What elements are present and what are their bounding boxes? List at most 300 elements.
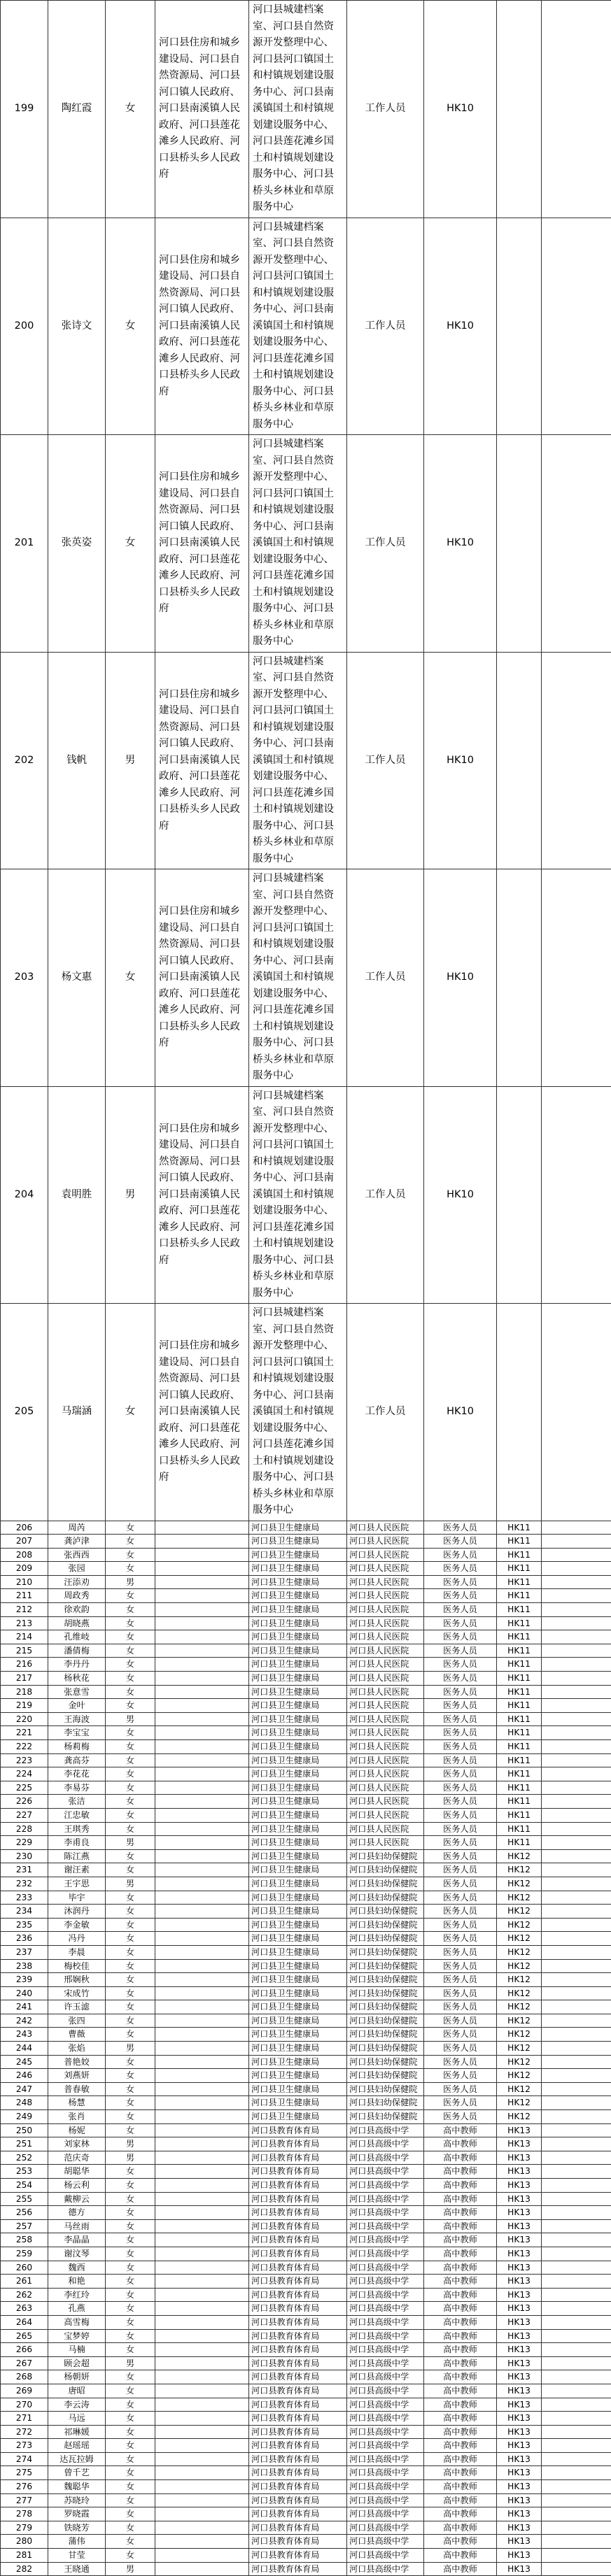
row-number: 266	[1, 2343, 48, 2357]
blank-cell	[542, 1973, 611, 1987]
table-row	[1, 2192, 611, 2206]
blank-cell	[542, 2398, 611, 2412]
blank-cell	[155, 2233, 249, 2247]
position-title: 医务人员	[424, 1630, 497, 1644]
hiring-unit: 河口县教育体育局	[249, 2466, 347, 2480]
position-title: 高中教师	[424, 2123, 497, 2137]
hiring-unit: 河口县教育体育局	[249, 2425, 347, 2439]
position-title: 高中教师	[424, 2165, 497, 2179]
position-title: 高中教师	[424, 2343, 497, 2357]
position-title: 高中教师	[424, 2452, 497, 2466]
blank-cell	[542, 1740, 611, 1754]
hiring-post: 河口县妇幼保健院	[347, 1959, 424, 1973]
position-code: HK11	[497, 1767, 542, 1781]
row-number: 210	[1, 1575, 48, 1589]
candidate-gender: 女	[106, 1, 155, 218]
candidate-gender: 女	[106, 1589, 155, 1603]
hiring-unit: 河口县教育体育局	[249, 2439, 347, 2453]
candidate-name: 刘燕妍	[48, 2069, 106, 2083]
blank-cell	[542, 1603, 611, 1617]
blank-cell	[542, 1808, 611, 1822]
row-number: 228	[1, 1822, 48, 1836]
blank-cell	[542, 435, 611, 653]
hiring-units: 河口县住房和城乡建设局、河口县自然资源局、河口县河口镇人民政府、河口县南溪镇人民政府、河口县莲花滩乡人民政府、河口县桥头乡人民政府	[155, 1304, 249, 1521]
table-row	[1, 1781, 611, 1795]
hiring-unit: 河口县教育体育局	[249, 2206, 347, 2220]
blank-cell	[542, 2452, 611, 2466]
position-title: 医务人员	[424, 1781, 497, 1795]
row-number: 236	[1, 1932, 48, 1946]
table-row	[1, 2233, 611, 2247]
candidate-gender: 男	[106, 2356, 155, 2370]
row-number: 240	[1, 1986, 48, 2000]
blank-cell	[155, 1699, 249, 1713]
table-row	[1, 2549, 611, 2563]
candidate-name: 蒲伟	[48, 2535, 106, 2549]
row-number: 232	[1, 1877, 48, 1891]
row-number: 244	[1, 2042, 48, 2056]
blank-cell	[155, 1740, 249, 1754]
blank-cell	[155, 1986, 249, 2000]
position-title: 高中教师	[424, 2302, 497, 2316]
candidate-name: 李云涛	[48, 2398, 106, 2412]
candidate-name: 沐润丹	[48, 1905, 106, 1919]
blank-cell	[542, 869, 611, 1087]
blank-cell	[155, 2370, 249, 2384]
row-number: 234	[1, 1905, 48, 1919]
candidate-name: 梅校佳	[48, 1959, 106, 1973]
row-number: 275	[1, 2466, 48, 2480]
hiring-post: 河口县高级中学	[347, 2343, 424, 2357]
position-code: HK11	[497, 1685, 542, 1699]
hiring-post: 河口县高级中学	[347, 2356, 424, 2370]
blank-cell	[542, 1753, 611, 1767]
hiring-unit: 河口县卫生健康局	[249, 1726, 347, 1740]
hiring-unit: 河口县教育体育局	[249, 2549, 347, 2563]
position-code: HK11	[497, 1822, 542, 1836]
position-code: HK11	[497, 1521, 542, 1535]
row-number: 214	[1, 1630, 48, 1644]
position-code: HK10	[424, 435, 497, 653]
position-code: HK12	[497, 2014, 542, 2028]
candidate-gender: 女	[106, 2521, 155, 2535]
blank-cell	[155, 1548, 249, 1562]
hiring-post: 河口县高级中学	[347, 2233, 424, 2247]
position-code: HK12	[497, 2055, 542, 2069]
table-row	[1, 2398, 611, 2412]
blank-cell	[542, 2507, 611, 2521]
position-code: HK13	[497, 2137, 542, 2151]
position-title: 医务人员	[424, 2000, 497, 2014]
blank-cell	[542, 2165, 611, 2179]
row-number: 276	[1, 2480, 48, 2494]
position-code: HK13	[497, 2261, 542, 2275]
hiring-post: 河口县人民医院	[347, 1808, 424, 1822]
position-title: 高中教师	[424, 2466, 497, 2480]
blank-cell	[542, 2247, 611, 2261]
position-title: 高中教师	[424, 2384, 497, 2398]
table-row	[1, 1863, 611, 1877]
hiring-unit: 河口县卫生健康局	[249, 1863, 347, 1877]
candidate-gender: 男	[106, 2562, 155, 2576]
hiring-post: 河口县人民医院	[347, 1822, 424, 1836]
table-row	[1, 1685, 611, 1699]
candidate-name: 马瑞涵	[48, 1304, 106, 1521]
row-number: 279	[1, 2521, 48, 2535]
hiring-post: 河口县人民医院	[347, 1836, 424, 1850]
blank-cell	[542, 2315, 611, 2329]
position-title: 医务人员	[424, 1959, 497, 1973]
hiring-unit: 河口县卫生健康局	[249, 2028, 347, 2042]
candidate-name: 甘莹	[48, 2549, 106, 2563]
blank-cell	[155, 2206, 249, 2220]
blank-cell	[542, 1986, 611, 2000]
position-title: 高中教师	[424, 2521, 497, 2535]
candidate-name: 李晨	[48, 1945, 106, 1959]
row-number: 264	[1, 2315, 48, 2329]
blank-cell	[542, 2521, 611, 2535]
table-row	[1, 2329, 611, 2343]
table-row	[1, 2069, 611, 2083]
hiring-post: 河口县人民医院	[347, 1712, 424, 1726]
position-title: 高中教师	[424, 2507, 497, 2521]
position-code: HK11	[497, 1740, 542, 1754]
position-code: HK13	[497, 2562, 542, 2576]
hiring-post: 河口县高级中学	[347, 2302, 424, 2316]
candidate-name: 顾会超	[48, 2356, 106, 2370]
candidate-gender: 女	[106, 1795, 155, 1809]
blank-cell	[155, 2096, 249, 2110]
candidate-gender: 女	[106, 1562, 155, 1576]
hiring-unit: 河口县卫生健康局	[249, 1562, 347, 1576]
table-row	[1, 1877, 611, 1891]
hiring-unit: 河口县卫生健康局	[249, 1658, 347, 1672]
hiring-unit: 河口县卫生健康局	[249, 1672, 347, 1686]
hiring-post: 河口县高级中学	[347, 2535, 424, 2549]
hiring-post: 河口县高级中学	[347, 2219, 424, 2233]
table-row	[1, 1, 611, 218]
position-code: HK13	[497, 2219, 542, 2233]
blank-cell	[155, 1630, 249, 1644]
hiring-posts: 河口县城建档案室、河口县自然资源开发整理中心、河口县河口镇国土和村镇规划建设服务中心、河口县南溪镇国土和村镇规划建设服务中心、河口县莲花滩乡国土和村镇规划建设服务中心、河口县桥头乡林业和草原服务中心	[249, 218, 347, 435]
position-title: 医务人员	[424, 2096, 497, 2110]
candidate-name: 王海波	[48, 1712, 106, 1726]
position-title: 医务人员	[424, 2069, 497, 2083]
blank-cell	[497, 652, 542, 869]
blank-cell	[542, 1, 611, 218]
blank-cell	[542, 1589, 611, 1603]
position-title: 高中教师	[424, 2288, 497, 2302]
table-row	[1, 1822, 611, 1836]
row-number: 282	[1, 2562, 48, 2576]
table-row	[1, 1304, 611, 1521]
hiring-unit: 河口县卫生健康局	[249, 2055, 347, 2069]
row-number: 242	[1, 2014, 48, 2028]
position-code: HK11	[497, 1712, 542, 1726]
hiring-unit: 河口县教育体育局	[249, 2452, 347, 2466]
hiring-post: 河口县高级中学	[347, 2384, 424, 2398]
candidate-gender: 女	[106, 1973, 155, 1987]
position-code: HK11	[497, 1753, 542, 1767]
candidate-gender: 女	[106, 435, 155, 653]
blank-cell	[542, 1945, 611, 1959]
hiring-unit: 河口县教育体育局	[249, 2275, 347, 2289]
position-code: HK11	[497, 1726, 542, 1740]
position-title: 高中教师	[424, 2535, 497, 2549]
candidate-gender: 女	[106, 1658, 155, 1672]
blank-cell	[542, 2412, 611, 2426]
hiring-unit: 河口县卫生健康局	[249, 2042, 347, 2056]
table-row	[1, 2082, 611, 2096]
position-code: HK12	[497, 2110, 542, 2124]
hiring-unit: 河口县教育体育局	[249, 2261, 347, 2275]
candidate-name: 杨云利	[48, 2179, 106, 2193]
position-code: HK11	[497, 1672, 542, 1686]
hiring-post: 河口县高级中学	[347, 2466, 424, 2480]
row-number: 220	[1, 1712, 48, 1726]
candidate-gender: 女	[106, 2315, 155, 2329]
blank-cell	[155, 2343, 249, 2357]
row-number: 199	[1, 1, 48, 218]
hiring-unit: 河口县卫生健康局	[249, 1849, 347, 1863]
hiring-post: 河口县高级中学	[347, 2329, 424, 2343]
candidate-name: 达瓦拉姆	[48, 2452, 106, 2466]
blank-cell	[155, 2466, 249, 2480]
row-number: 271	[1, 2412, 48, 2426]
hiring-post: 河口县高级中学	[347, 2521, 424, 2535]
blank-cell	[155, 1658, 249, 1672]
table-row	[1, 1603, 611, 1617]
position-code: HK11	[497, 1603, 542, 1617]
candidate-gender: 女	[106, 2370, 155, 2384]
hiring-unit: 河口县教育体育局	[249, 2233, 347, 2247]
hiring-unit: 河口县卫生健康局	[249, 1781, 347, 1795]
blank-cell	[542, 1658, 611, 1672]
blank-cell	[155, 1535, 249, 1549]
position-code: HK11	[497, 1658, 542, 1672]
blank-cell	[542, 2329, 611, 2343]
candidate-name: 张洁	[48, 1795, 106, 1809]
candidate-name: 汪添劝	[48, 1575, 106, 1589]
position-title: 医务人员	[424, 1575, 497, 1589]
row-number: 268	[1, 2370, 48, 2384]
position-code: HK10	[424, 869, 497, 1087]
table-row	[1, 2370, 611, 2384]
position-title: 医务人员	[424, 1685, 497, 1699]
hiring-post: 河口县人民医院	[347, 1521, 424, 1535]
hiring-post: 河口县高级中学	[347, 2549, 424, 2563]
position-code: HK13	[497, 2425, 542, 2439]
row-number: 237	[1, 1945, 48, 1959]
blank-cell	[542, 2288, 611, 2302]
position-title: 医务人员	[424, 1849, 497, 1863]
position-title: 高中教师	[424, 2233, 497, 2247]
row-number: 223	[1, 1753, 48, 1767]
hiring-unit: 河口县卫生健康局	[249, 1822, 347, 1836]
table-row	[1, 2493, 611, 2507]
candidate-name: 许玉滤	[48, 2000, 106, 2014]
position-code: HK13	[497, 2412, 542, 2426]
row-number: 219	[1, 1699, 48, 1713]
candidate-gender: 女	[106, 2014, 155, 2028]
hiring-post: 河口县高级中学	[347, 2288, 424, 2302]
position-code: HK13	[497, 2549, 542, 2563]
candidate-name: 赵瑶瑶	[48, 2439, 106, 2453]
candidate-name: 张焰	[48, 2042, 106, 2056]
position-title: 医务人员	[424, 1863, 497, 1877]
candidate-gender: 女	[106, 2233, 155, 2247]
position-title: 医务人员	[424, 1945, 497, 1959]
blank-cell	[542, 2151, 611, 2165]
hiring-unit: 河口县教育体育局	[249, 2480, 347, 2494]
candidate-gender: 女	[106, 2493, 155, 2507]
candidate-gender: 女	[106, 2096, 155, 2110]
hiring-unit: 河口县教育体育局	[249, 2370, 347, 2384]
row-number: 265	[1, 2329, 48, 2343]
position-title: 医务人员	[424, 1808, 497, 1822]
blank-cell	[542, 1795, 611, 1809]
candidate-gender: 女	[106, 1603, 155, 1617]
hiring-post: 河口县高级中学	[347, 2275, 424, 2289]
blank-cell	[155, 2000, 249, 2014]
candidate-name: 邢娴秋	[48, 1973, 106, 1987]
row-number: 209	[1, 1562, 48, 1576]
row-number: 211	[1, 1589, 48, 1603]
position-code: HK13	[497, 2192, 542, 2206]
position-title: 医务人员	[424, 1877, 497, 1891]
table-row	[1, 2466, 611, 2480]
blank-cell	[155, 1877, 249, 1891]
blank-cell	[155, 1672, 249, 1686]
candidate-gender: 男	[106, 1877, 155, 1891]
position-code: HK13	[497, 2123, 542, 2137]
blank-cell	[155, 1521, 249, 1535]
blank-cell	[155, 2549, 249, 2563]
blank-cell	[155, 1712, 249, 1726]
table-row	[1, 1589, 611, 1603]
table-row	[1, 2384, 611, 2398]
position-title: 医务人员	[424, 2042, 497, 2056]
hiring-unit: 河口县教育体育局	[249, 2247, 347, 2261]
candidate-gender: 女	[106, 1672, 155, 1686]
position-title: 高中教师	[424, 2261, 497, 2275]
hiring-unit: 河口县卫生健康局	[249, 1905, 347, 1919]
table-row	[1, 2507, 611, 2521]
blank-cell	[542, 1562, 611, 1576]
position-title: 医务人员	[424, 1603, 497, 1617]
row-number: 267	[1, 2356, 48, 2370]
candidate-gender: 女	[106, 1753, 155, 1767]
candidate-gender: 女	[106, 2069, 155, 2083]
position-title: 高中教师	[424, 2356, 497, 2370]
hiring-unit: 河口县教育体育局	[249, 2535, 347, 2549]
candidate-name: 德方	[48, 2206, 106, 2220]
blank-cell	[542, 1521, 611, 1535]
row-number: 260	[1, 2261, 48, 2275]
hiring-unit: 河口县卫生健康局	[249, 1836, 347, 1850]
position-code: HK13	[497, 2247, 542, 2261]
hiring-post: 河口县妇幼保健院	[347, 1932, 424, 1946]
row-number: 263	[1, 2302, 48, 2316]
candidate-name: 范庆奇	[48, 2151, 106, 2165]
row-number: 203	[1, 869, 48, 1087]
blank-cell	[155, 2123, 249, 2137]
candidate-gender: 女	[106, 869, 155, 1087]
blank-cell	[542, 1767, 611, 1781]
hiring-post: 河口县妇幼保健院	[347, 1973, 424, 1987]
row-number: 233	[1, 1891, 48, 1905]
hiring-posts: 河口县城建档案室、河口县自然资源开发整理中心、河口县河口镇国土和村镇规划建设服务中心、河口县南溪镇国土和村镇规划建设服务中心、河口县莲花滩乡国土和村镇规划建设服务中心、河口县桥头乡林业和草原服务中心	[249, 435, 347, 653]
candidate-gender: 女	[106, 2425, 155, 2439]
hiring-unit: 河口县教育体育局	[249, 2192, 347, 2206]
candidate-gender: 女	[106, 1630, 155, 1644]
table-row	[1, 2028, 611, 2042]
candidate-gender: 女	[106, 1945, 155, 1959]
position-code: HK13	[497, 2302, 542, 2316]
position-code: HK10	[424, 218, 497, 435]
hiring-units: 河口县住房和城乡建设局、河口县自然资源局、河口县河口镇人民政府、河口县南溪镇人民政府、河口县莲花滩乡人民政府、河口县桥头乡人民政府	[155, 1086, 249, 1304]
hiring-post: 河口县高级中学	[347, 2562, 424, 2576]
hiring-post: 河口县高级中学	[347, 2179, 424, 2193]
candidate-name: 戴柳云	[48, 2192, 106, 2206]
hiring-unit: 河口县卫生健康局	[249, 1891, 347, 1905]
blank-cell	[542, 2562, 611, 2576]
candidate-gender: 女	[106, 1905, 155, 1919]
hiring-post: 河口县人民医院	[347, 1630, 424, 1644]
blank-cell	[542, 2302, 611, 2316]
blank-cell	[542, 1822, 611, 1836]
hiring-unit: 河口县教育体育局	[249, 2412, 347, 2426]
candidate-name: 高雪梅	[48, 2315, 106, 2329]
candidate-gender: 女	[106, 2398, 155, 2412]
candidate-name: 杨莉梅	[48, 1740, 106, 1754]
position-code: HK11	[497, 1630, 542, 1644]
table-row	[1, 2412, 611, 2426]
candidate-gender: 女	[106, 2123, 155, 2137]
hiring-unit: 河口县卫生健康局	[249, 2096, 347, 2110]
candidate-gender: 女	[106, 1918, 155, 1932]
candidate-name: 龚高芬	[48, 1753, 106, 1767]
hiring-post: 河口县高级中学	[347, 2151, 424, 2165]
position-code: HK13	[497, 2398, 542, 2412]
blank-cell	[155, 2275, 249, 2289]
table-row	[1, 2219, 611, 2233]
hiring-unit: 河口县卫生健康局	[249, 1616, 347, 1630]
hiring-post: 河口县高级中学	[347, 2480, 424, 2494]
candidate-name: 李甫良	[48, 1836, 106, 1850]
row-number: 256	[1, 2206, 48, 2220]
candidate-gender: 女	[106, 1767, 155, 1781]
blank-cell	[542, 1877, 611, 1891]
candidate-name: 苏晓玲	[48, 2493, 106, 2507]
candidate-name: 孔维岐	[48, 1630, 106, 1644]
row-number: 254	[1, 2179, 48, 2193]
table-row	[1, 2562, 611, 2576]
hiring-post: 河口县高级中学	[347, 2412, 424, 2426]
blank-cell	[542, 2000, 611, 2014]
position-title: 工作人员	[347, 1304, 424, 1521]
hiring-units: 河口县住房和城乡建设局、河口县自然资源局、河口县河口镇人民政府、河口县南溪镇人民政府、河口县莲花滩乡人民政府、河口县桥头乡人民政府	[155, 218, 249, 435]
position-title: 医务人员	[424, 1932, 497, 1946]
position-title: 高中教师	[424, 2480, 497, 2494]
position-title: 医务人员	[424, 1740, 497, 1754]
hiring-unit: 河口县卫生健康局	[249, 1986, 347, 2000]
candidate-name: 冯丹	[48, 1932, 106, 1946]
blank-cell	[155, 1767, 249, 1781]
row-number: 201	[1, 435, 48, 653]
blank-cell	[497, 435, 542, 653]
hiring-unit: 河口县卫生健康局	[249, 1959, 347, 1973]
